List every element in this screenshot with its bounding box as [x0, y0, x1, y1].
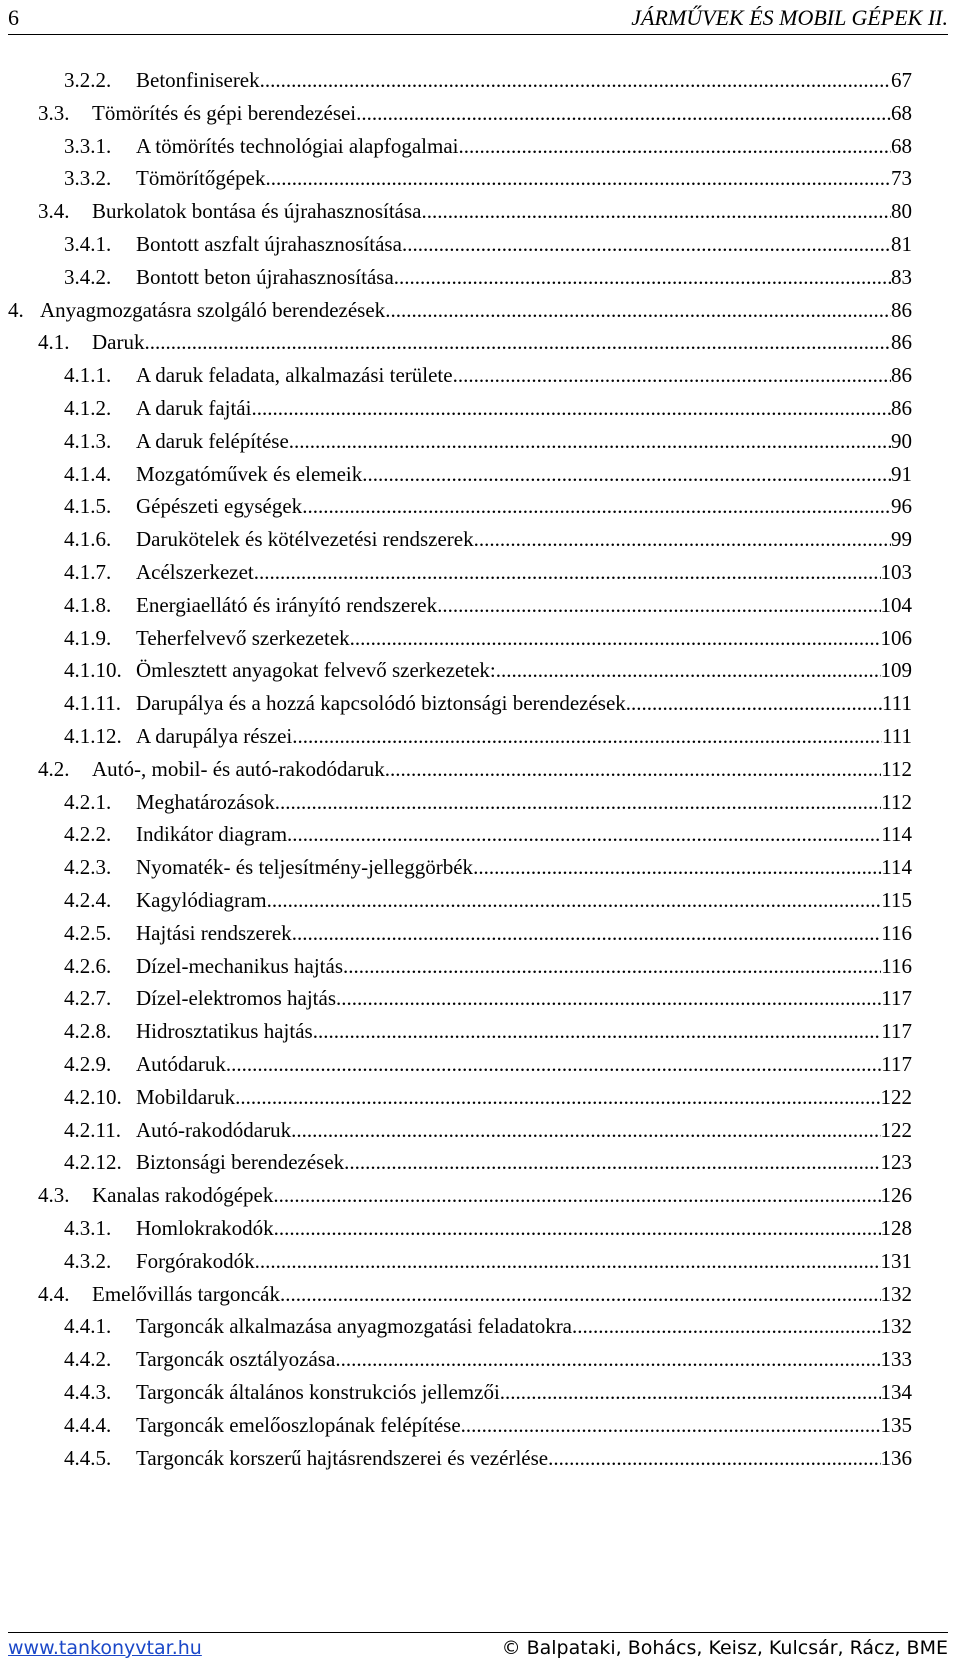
toc-entry[interactable] [64, 1246, 912, 1276]
dot-leader [572, 1311, 880, 1341]
toc-entry-title: Acélszerkezet [136, 560, 254, 584]
toc-entry[interactable] [64, 655, 912, 685]
toc-entry-title: Mobildaruk [136, 1084, 236, 1109]
toc-entry[interactable] [64, 819, 912, 849]
toc-entry-title: Anyagmozgatásra szolgáló berendezések [40, 297, 386, 322]
toc-entry-number: 3.3. [38, 100, 70, 125]
toc-entry[interactable] [38, 754, 912, 784]
toc-entry-number: 4.2.9. [64, 1052, 112, 1076]
toc-entry-number: 4.2.2. [64, 822, 112, 847]
toc-entry-title: Targoncák korszerű hajtásrendszerei és vezérlése [136, 1445, 549, 1470]
toc-entry-title: Energiaellátó és irányító rendszerek [136, 592, 438, 617]
toc-entry-title: Targoncák emelőoszlopának felépítése [136, 1412, 461, 1437]
toc-entry-page: 112 [881, 756, 912, 781]
toc-entry-page: 117 [881, 986, 912, 1011]
toc-entry[interactable] [38, 1180, 912, 1210]
toc-entry[interactable] [64, 131, 912, 161]
dot-leader [226, 1049, 881, 1079]
toc-entry-number: 4.3.1. [64, 1216, 112, 1240]
dot-leader [626, 688, 882, 718]
toc-entry[interactable] [64, 557, 912, 587]
toc-entry-page: 106 [880, 625, 912, 650]
dot-leader [344, 1147, 880, 1177]
toc-entry-number: 4. [8, 297, 24, 322]
toc-entry-page: 90 [891, 428, 912, 453]
dot-leader [461, 1410, 881, 1440]
dot-leader [422, 196, 892, 226]
toc-entry[interactable] [64, 1016, 912, 1046]
toc-entry[interactable] [64, 229, 912, 259]
toc-entry-title: Autó-rakodódaruk [136, 1117, 292, 1142]
toc-entry-number: 3.4.1. [64, 232, 112, 256]
dot-leader [275, 787, 881, 817]
toc-entry-page: 122 [880, 1117, 912, 1142]
toc-entry-page: 114 [881, 855, 912, 880]
toc-entry-number: 4.2.4. [64, 888, 112, 912]
toc-entry-page: 104 [880, 592, 912, 617]
toc-entry-page: 111 [882, 724, 912, 748]
copyright-authors: © Balpataki, Bohács, Keisz, Kulcsár, Rácz, BME [501, 1637, 948, 1659]
toc-entry-title: Betonfiniserek [136, 68, 260, 92]
dot-leader [235, 1082, 880, 1112]
toc-entry-page: 86 [891, 396, 912, 420]
toc-entry-page: 68 [891, 133, 912, 158]
toc-entry[interactable] [38, 196, 912, 226]
toc-entry-page: 91 [891, 461, 912, 486]
toc-entry-page: 136 [880, 1445, 912, 1470]
toc-entry[interactable] [64, 623, 912, 653]
page-footer [8, 1634, 948, 1662]
toc-entry-number: 4.1.10. [64, 658, 122, 683]
toc-entry[interactable] [64, 1147, 912, 1177]
toc-entry-title: Tömörítőgépek [136, 166, 266, 191]
dot-leader [548, 1443, 880, 1473]
toc-entry-title: Indikátor diagram [136, 822, 288, 847]
dot-leader [473, 852, 881, 882]
toc-entry-number: 3.3.2. [64, 166, 112, 191]
dot-leader [260, 65, 891, 95]
toc-entry-title: Mozgatóművek és elemeik [136, 461, 363, 486]
toc-entry-page: 99 [891, 527, 912, 552]
toc-entry-number: 4.4.4. [64, 1412, 112, 1437]
dot-leader [356, 98, 891, 128]
dot-leader [343, 951, 881, 981]
toc-entry-page: 117 [881, 1052, 912, 1076]
toc-entry-number: 3.3.1. [64, 133, 112, 158]
toc-entry[interactable] [64, 65, 912, 95]
toc-entry[interactable] [64, 688, 912, 718]
toc-entry-title: Autódaruk [136, 1052, 226, 1076]
toc-entry-number: 4.2.11. [64, 1117, 121, 1142]
toc-entry[interactable] [64, 426, 912, 456]
toc-entry-page: 116 [881, 953, 912, 978]
toc-entry-page: 134 [880, 1380, 912, 1404]
toc-entry-title: Ömlesztett anyagokat felvevő szerkezetek: [136, 658, 496, 683]
toc-entry-title: A tömörítés technológiai alapfogalmai [136, 133, 459, 158]
toc-entry-page: 132 [880, 1281, 912, 1306]
toc-entry-page: 73 [891, 166, 912, 191]
toc-entry-page: 131 [880, 1248, 912, 1273]
toc-entry-number: 3.4.2. [64, 264, 112, 289]
dot-leader [385, 754, 882, 784]
toc-entry[interactable] [64, 1082, 912, 1112]
toc-entry[interactable] [64, 262, 912, 292]
dot-leader [313, 1016, 882, 1046]
toc-entry[interactable] [64, 360, 912, 390]
toc-entry-title: Kagylódiagram [136, 888, 267, 912]
toc-entry-title: A daruk feladata, alkalmazási területe [136, 363, 453, 388]
dot-leader [292, 918, 882, 948]
toc-entry-title: Daruk [92, 330, 145, 355]
toc-entry-number: 4.2.1. [64, 789, 112, 814]
toc-entry-number: 4.4.2. [64, 1347, 112, 1372]
toc-entry-number: 4.2.5. [64, 920, 112, 945]
toc-entry-title: Darukötelek és kötélvezetési rendszerek [136, 527, 474, 552]
toc-entry-page: 96 [891, 494, 912, 519]
toc-entry-number: 4.2.8. [64, 1019, 112, 1044]
toc-entry-number: 4.4.1. [64, 1314, 112, 1339]
dot-leader [292, 721, 882, 751]
toc-entry-number: 4.1.1. [64, 363, 112, 388]
toc-entry[interactable] [64, 1410, 912, 1440]
dot-leader [496, 655, 881, 685]
toc-entry[interactable] [8, 295, 912, 325]
toc-entry-title: Dízel-mechanikus hajtás [136, 953, 344, 978]
toc-entry-number: 4.4. [38, 1281, 70, 1306]
toc-entry[interactable] [64, 524, 912, 554]
toc-entry-number: 3.2.2. [64, 68, 112, 92]
toc-entry-title: Tömörítés és gépi berendezései [92, 100, 357, 125]
toc-entry-number: 4.1.7. [64, 560, 112, 584]
toc-entry-page: 109 [880, 658, 912, 683]
dot-leader [362, 459, 891, 489]
toc-entry-page: 128 [880, 1216, 912, 1240]
toc-entry-page: 112 [881, 789, 912, 814]
toc-entry[interactable] [64, 1377, 912, 1407]
toc-entry-title: Bontott beton újrahasznosítása [136, 264, 394, 289]
dot-leader [437, 590, 880, 620]
dot-leader [291, 1115, 880, 1145]
toc-entry-title: A darupálya részei [136, 724, 293, 748]
dot-leader [267, 885, 882, 915]
toc-entry[interactable] [64, 1344, 912, 1374]
toc-entry-number: 4.2.10. [64, 1084, 122, 1109]
toc-entry[interactable] [64, 983, 912, 1013]
toc-entry-number: 4.4.3. [64, 1380, 112, 1404]
dot-leader [500, 1377, 881, 1407]
toc-entry[interactable] [64, 721, 912, 751]
toc-entry-title: Homlokrakodók [136, 1216, 274, 1240]
toc-entry-page: 111 [882, 691, 912, 716]
toc-entry-page: 135 [880, 1412, 912, 1437]
toc-entry-page: 115 [881, 888, 912, 912]
toc-entry[interactable] [64, 1115, 912, 1145]
toc-entry-number: 4.1.3. [64, 428, 112, 453]
dot-leader [274, 1213, 881, 1243]
dot-leader [385, 295, 891, 325]
toc-entry-page: 67 [891, 68, 912, 92]
toc-entry-number: 4.1.2. [64, 396, 112, 420]
page-number: 6 [8, 5, 19, 30]
dot-leader [254, 557, 881, 587]
toc-entry[interactable] [64, 1311, 912, 1341]
dot-leader [251, 393, 891, 423]
toc-entry-page: 103 [880, 560, 912, 584]
toc-entry-page: 117 [881, 1019, 912, 1044]
toc-entry-title: Meghatározások [136, 789, 275, 814]
dot-leader [474, 524, 891, 554]
toc-entry-number: 4.1.8. [64, 592, 112, 617]
toc-entry-title: Forgórakodók [136, 1248, 255, 1273]
dot-leader [255, 1246, 881, 1276]
dot-leader [335, 1344, 880, 1374]
toc-entry[interactable] [64, 885, 912, 915]
toc-entry-page: 133 [880, 1347, 912, 1372]
toc-entry-page: 86 [891, 330, 912, 355]
toc-entry-number: 4.1.9. [64, 625, 112, 650]
toc-entry[interactable] [38, 98, 912, 128]
toc-entry-title: Bontott aszfalt újrahasznosítása [136, 232, 402, 256]
toc-entry-page: 126 [880, 1183, 912, 1208]
toc-entry[interactable] [64, 1049, 912, 1079]
toc-entry-title: Biztonsági berendezések [136, 1150, 345, 1175]
dot-leader [453, 360, 891, 390]
toc-entry[interactable] [64, 393, 912, 423]
toc-entry-title: Targoncák alkalmazása anyagmozgatási feladatokra [136, 1314, 573, 1339]
header-divider [8, 34, 948, 35]
toc-entry-number: 3.4. [38, 199, 70, 224]
toc-entry-page: 68 [891, 100, 912, 125]
dot-leader [287, 819, 881, 849]
footer-divider [8, 1632, 948, 1633]
toc-entry-number: 4.2. [38, 756, 70, 781]
toc-entry-title: Hidrosztatikus hajtás [136, 1019, 313, 1044]
toc-entry-number: 4.3. [38, 1183, 70, 1208]
dot-leader [289, 426, 891, 456]
toc-entry-title: Nyomaték- és teljesítmény-jelleggörbék [136, 855, 474, 880]
toc-entry-page: 83 [891, 264, 912, 289]
dot-leader [336, 983, 881, 1013]
toc-entry-page: 122 [880, 1084, 912, 1109]
toc-entry-title: A daruk felépítése [136, 428, 289, 453]
toc-entry[interactable] [38, 1279, 912, 1309]
toc-entry-number: 4.2.12. [64, 1150, 122, 1175]
toc-entry[interactable] [64, 590, 912, 620]
toc-entry-number: 4.1. [38, 330, 70, 355]
toc-entry-title: Dízel-elektromos hajtás [136, 986, 337, 1011]
toc-entry-title: Teherfelvevő szerkezetek [136, 625, 350, 650]
toc-entry[interactable] [64, 1443, 912, 1473]
dot-leader [394, 262, 891, 292]
toc-entry-number: 4.1.6. [64, 527, 112, 552]
toc-entry-page: 116 [881, 920, 912, 945]
toc-entry-page: 80 [891, 199, 912, 224]
dot-leader [459, 131, 892, 161]
toc-entry-number: 4.1.11. [64, 691, 121, 716]
dot-leader [280, 1279, 881, 1309]
toc-entry-number: 4.2.3. [64, 855, 112, 880]
toc-entry[interactable] [64, 1213, 912, 1243]
toc-entry-page: 114 [881, 822, 912, 847]
toc-entry-page: 123 [880, 1150, 912, 1175]
toc-entry-title: Emelővillás targoncák [92, 1281, 280, 1306]
dot-leader [144, 327, 891, 357]
toc-entry-number: 4.1.4. [64, 461, 112, 486]
toc-entry-page: 132 [880, 1314, 912, 1339]
dot-leader [402, 229, 891, 259]
dot-leader [350, 623, 881, 653]
dot-leader [302, 491, 891, 521]
toc-entry-page: 86 [891, 363, 912, 388]
toc-entry[interactable] [64, 918, 912, 948]
toc-entry-title: Targoncák osztályozása [136, 1347, 336, 1372]
toc-entry[interactable] [64, 787, 912, 817]
toc-entry-title: Hajtási rendszerek [136, 920, 292, 945]
dot-leader [273, 1180, 880, 1210]
toc-entry[interactable] [64, 163, 912, 193]
toc-entry[interactable] [64, 951, 912, 981]
toc-entry-title: Targoncák általános konstrukciós jellemzői [136, 1380, 500, 1404]
toc-entry-page: 81 [891, 232, 912, 256]
toc-entry-title: Autó-, mobil- és autó-rakodódaruk [92, 756, 385, 781]
dot-leader [265, 163, 891, 193]
toc-entry-number: 4.2.6. [64, 953, 112, 978]
toc-entry-title: Burkolatok bontása és újrahasznosítása [92, 199, 422, 224]
toc-entry-number: 4.4.5. [64, 1445, 112, 1470]
toc-entry-title: Gépészeti egységek [136, 494, 303, 519]
toc-entry[interactable] [64, 459, 912, 489]
toc-entry[interactable] [64, 491, 912, 521]
toc-entry-title: A daruk fajtái [136, 396, 252, 420]
toc-entry-title: Kanalas rakodógépek [92, 1183, 274, 1208]
toc-entry[interactable] [38, 327, 912, 357]
toc-entry-number: 4.1.5. [64, 494, 112, 519]
page-header [8, 4, 948, 32]
running-title: JÁRMŰVEK ÉS MOBIL GÉPEK II. [631, 5, 948, 30]
toc-entry-page: 86 [891, 297, 912, 322]
toc-entry-number: 4.3.2. [64, 1248, 112, 1273]
website-link[interactable]: www.tankonyvtar.hu [8, 1637, 202, 1659]
toc-entry-number: 4.2.7. [64, 986, 112, 1011]
toc-entry[interactable] [64, 852, 912, 882]
toc-entry-title: Darupálya és a hozzá kapcsolódó biztonsági berendezések [136, 691, 626, 716]
toc-entry-number: 4.1.12. [64, 724, 122, 748]
